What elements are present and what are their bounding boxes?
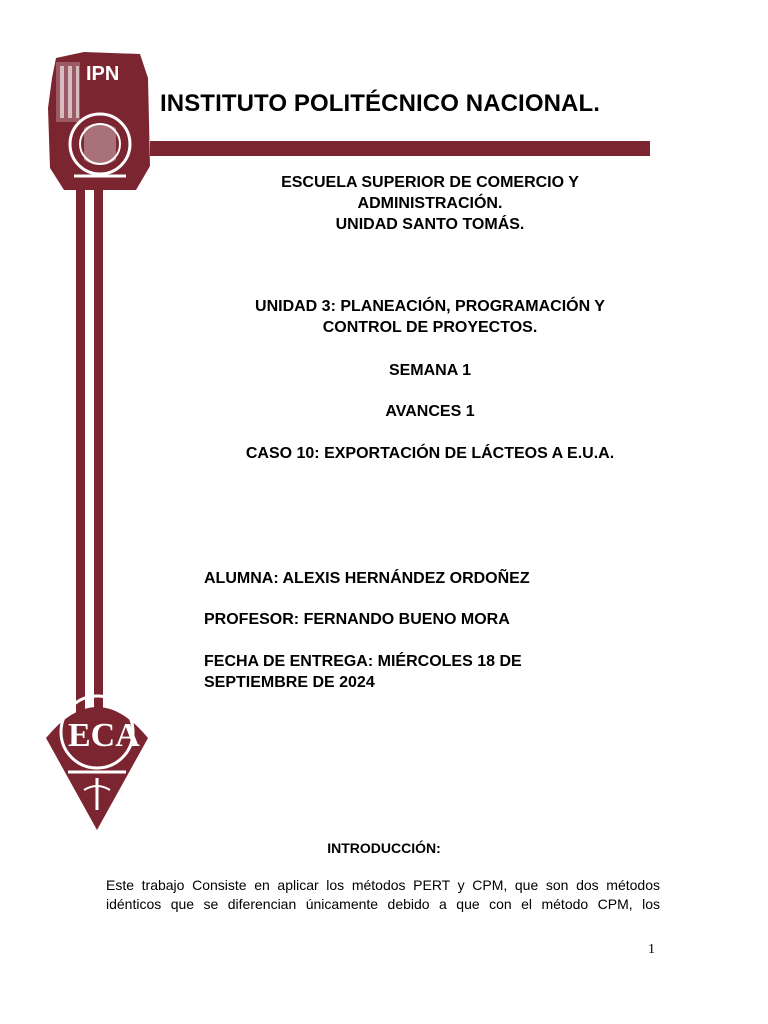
page-number: 1 [648, 942, 655, 957]
svg-text:IPN: IPN [86, 63, 120, 85]
professor-name: PROFESOR: FERNANDO BUENO MORA [204, 611, 510, 628]
due-line-2: SEPTIEMBRE DE 2024 [204, 674, 375, 691]
school-line-3: UNIDAD SANTO TOMÁS. [335, 216, 525, 233]
intro-paragraph [106, 876, 660, 914]
title-rule [150, 141, 650, 156]
intro-line-2: idénticos que se diferencian únicamente debido a que con el método CPM, los [106, 896, 660, 912]
unit-line-1: UNIDAD 3: PLANEACIÓN, PROGRAMACIÓN Y [255, 298, 605, 315]
svg-text:ECA: ECA [68, 717, 140, 754]
case-title: CASO 10: EXPORTACIÓN DE LÁCTEOS A E.U.A. [245, 445, 615, 462]
week-label: SEMANA 1 [388, 362, 472, 379]
student-name: ALUMNA: ALEXIS HERNÁNDEZ ORDOÑEZ [204, 570, 530, 587]
intro-heading: INTRODUCCIÓN: [327, 840, 441, 856]
intro-line-1: Este trabajo Consiste en aplicar los métodos PERT y CPM, que son dos métodos [106, 877, 660, 893]
due-line-1: FECHA DE ENTREGA: MIÉRCOLES 18 DE [204, 653, 522, 670]
advance-label: AVANCES 1 [385, 403, 475, 420]
institution-title: INSTITUTO POLITÉCNICO NACIONAL. [160, 90, 600, 117]
due-date [204, 651, 664, 693]
unit-title [200, 296, 660, 338]
ipn-logo [44, 48, 152, 196]
esca-logo [38, 682, 156, 832]
school-line-1: ESCUELA SUPERIOR DE COMERCIO Y [281, 174, 579, 191]
school-line-2: ADMINISTRACIÓN. [357, 195, 503, 212]
unit-line-2: CONTROL DE PROYECTOS. [322, 319, 538, 336]
school-name [200, 172, 660, 235]
